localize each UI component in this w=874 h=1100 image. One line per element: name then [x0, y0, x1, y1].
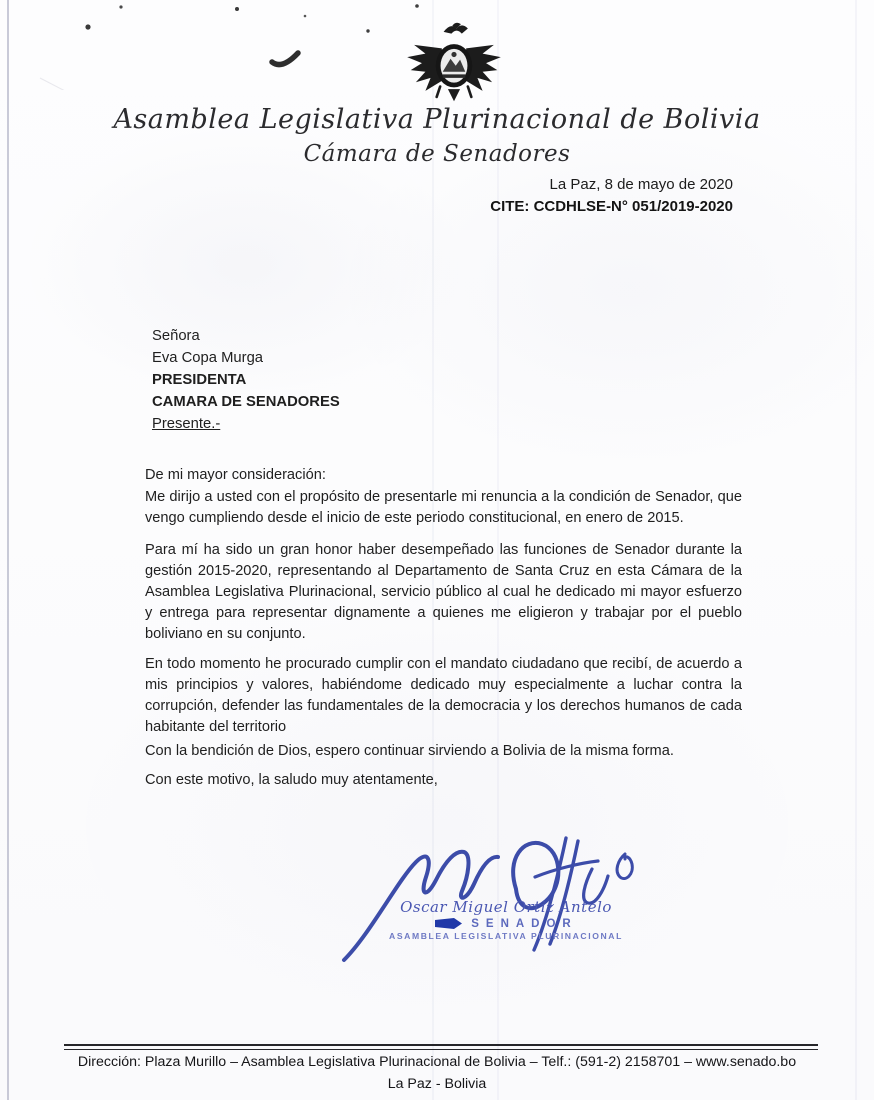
recipient-institution: CAMARA DE SENADORES	[152, 394, 340, 410]
recipient-title: PRESIDENTA	[152, 372, 247, 388]
letter-paragraph: Con la bendición de Dios, espero continuar sirviendo a Bolivia de la misma forma.	[145, 743, 674, 759]
signer-name: Oscar Miguel Ortiz Antelo	[400, 898, 612, 916]
letter-paragraph: Me dirijo a usted con el propósito de presentarle mi renuncia a la condición de Senador, que vengo cumpliendo desde el inicio de este periodo constitucional, en enero de 2015.	[145, 489, 742, 526]
signer-role: SENADOR	[471, 917, 578, 930]
letter-paragraph: En todo momento he procurado cumplir con el mandato ciudadano que recibí, de acuerdo a mis principios y valores, habiéndome dedicado muy especialmente a luchar contra la corrupción, defender las fundamentales de la democracia y los derechos humanos de cada habitante del territorio	[145, 656, 742, 735]
letter-paragraph: Para mí ha sido un gran honor haber desempeñado las funciones de Senador durante la gestión 2015-2020, representando al Departamento de Santa Cruz en esta Cámara de la Asamblea Legislativa Plurinacional, servicio público al cual he dedicado mi mayor esfuerzo y entrega para representar dignamente a quienes me eligieron y trabajar por el pueblo boliviano en su conjunto.	[145, 542, 742, 642]
footer-address: Dirección: Plaza Murillo – Asamblea Legislativa Plurinacional de Bolivia – Telf.: (591-2) 2158701 – www.senado.bo	[77, 1054, 797, 1070]
dateline-block	[490, 174, 733, 218]
presente-line: Presente.-	[152, 416, 221, 432]
recipient-name: Eva Copa Murga	[152, 350, 264, 366]
institution-title: Asamblea Legislativa Plurinacional de Bolivia	[113, 104, 761, 135]
stamp-institution: ASAMBLEA LEGISLATIVA PLURINACIONAL	[389, 931, 623, 941]
cite-reference: CITE: CCDHLSE-N° 051/2019-2020	[490, 198, 733, 215]
letter-paragraph: Con este motivo, la saludo muy atentamente,	[145, 772, 438, 788]
stamp-flag-icon	[434, 917, 464, 930]
signature-block	[338, 832, 674, 972]
senator-stamp	[338, 898, 674, 941]
place-date: La Paz, 8 de mayo de 2020	[549, 176, 733, 193]
recipient-block	[152, 325, 340, 435]
footer-city: La Paz - Bolivia	[387, 1076, 487, 1092]
bolivia-coat-of-arms-icon	[402, 20, 506, 108]
letter-greeting: De mi mayor consideración:	[145, 466, 326, 483]
recipient-salutation: Señora	[152, 328, 200, 344]
footer-divider	[64, 1044, 818, 1050]
chamber-title: Cámara de Senadores	[303, 141, 571, 167]
